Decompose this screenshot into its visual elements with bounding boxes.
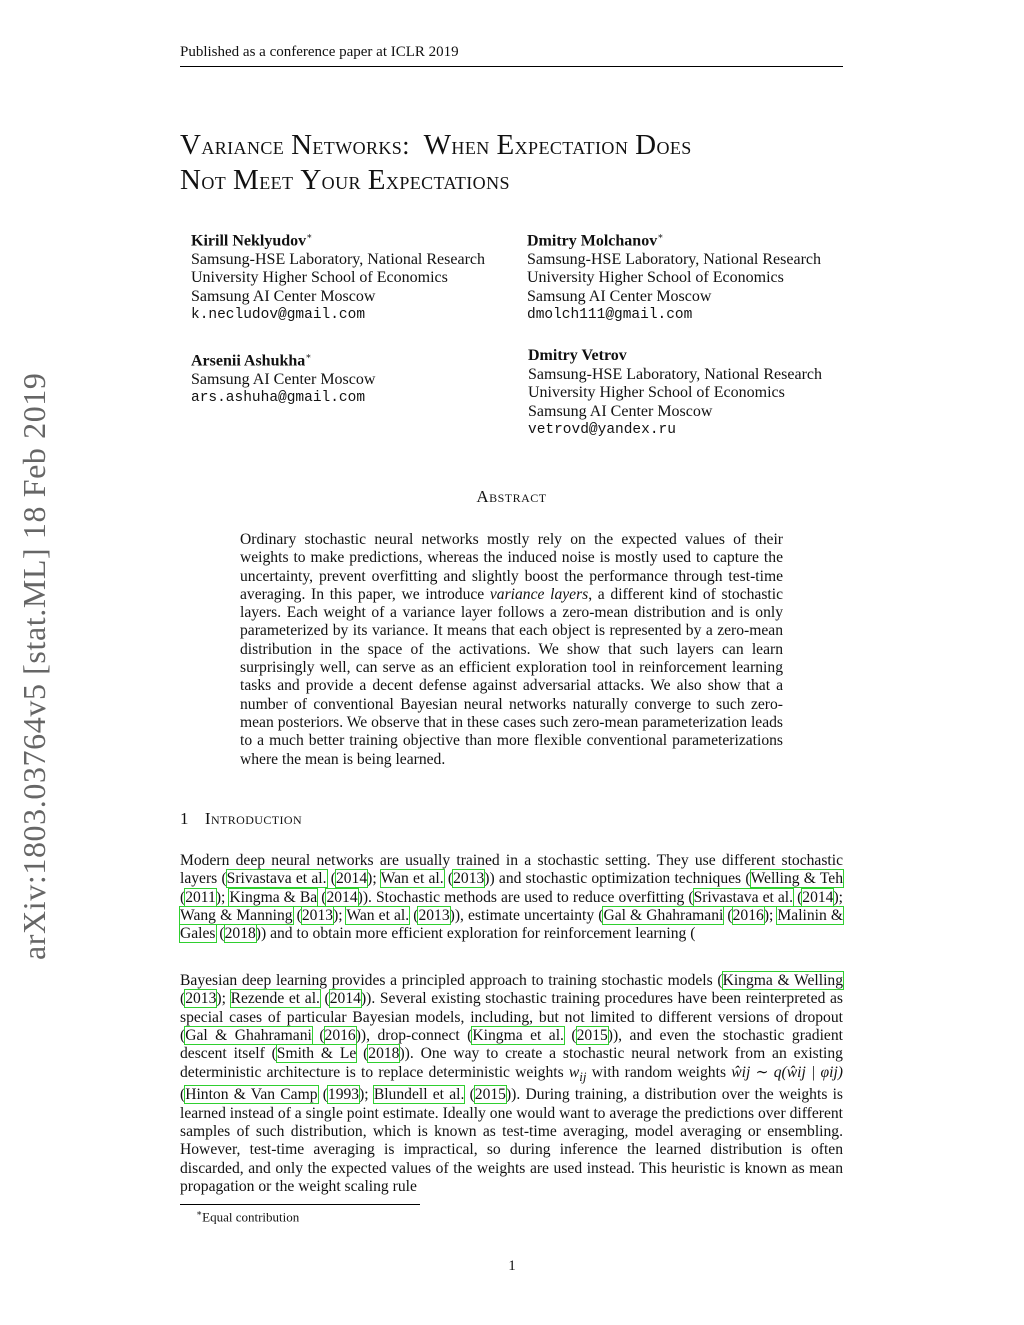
author-email[interactable]: k.necludov@gmail.com	[191, 307, 366, 324]
footnote: ∗Equal contribution	[196, 1208, 300, 1225]
citation-link[interactable]: Wan et al.	[346, 907, 410, 925]
citation-year-link[interactable]: 2018	[224, 925, 256, 943]
math-formula: ŵij ∼ q(ŵij | φij)	[731, 1063, 843, 1081]
author-name: Dmitry Vetrov	[528, 347, 627, 364]
abstract-body: Ordinary stochastic neural networks mostly rely on the expected values of their weights to make predictions, whereas the induced noise is mostly used to capture the uncertainty, prevent overfitting and slightly boost the performance through test-time averaging. In this paper, we introduce variance layers, a different kind of stochastic layers. Each weight of a variance layer follows a zero-mean distribution and is only parameterized by its variance. It means that each object is represented by a zero-mean distribution in the space of the activations. We show that such layers can learn surprisingly well, can serve as an efficient exploration tool in reinforcement learning tasks and provide a decent defense against adversarial attacks. We also show that a number of conventional Bayesian neural networks naturally converge to such zero-mean posteriors. We observe that in these cases such zero-mean parameterization leads to a much better training objective than more flexible conventional parameterizations where the mean is being learned.	[240, 531, 784, 768]
citation-year-link[interactable]: 1993	[327, 1086, 360, 1104]
citation-link[interactable]: Malinin & Gales	[180, 907, 844, 943]
intro-paragraph-2: Bayesian deep learning provides a principled approach to training stochastic models (Kingma & Welling (2013); Rezende et al. (2014)). Several existing stochastic training procedures have been reinterpreted as special cases of particular Bayesian models, including, but not limited to different versions of dropout (Gal & Ghahramani (2016)), drop-connect (Kingma et al. (2015)), and even the stochastic gradient descent itself (Smith & Le (2018)). One way to create a stochastic neural network from an existing deterministic architecture is to replace deterministic weights $w_{ij}$ with random weights ŵij ∼ q(ŵij | φij) (Hinton & Van Camp (1993); Blundell et al. (2015)). During training, a distribution over the weights is learned instead of a single point estimate. Ideally one would want to average the predictions over different samples of such distribution, which is known as test-time averaging, model averaging or ensembling. However, test-time averaging is impractical, so during inference the learned distribution is often discarded, and only the expected values of the weights are used instead. This heuristic is known as mean propagation or the weight scaling rule	[180, 972, 843, 1195]
citation-link[interactable]: Gal & Ghahramani	[185, 1027, 312, 1045]
title-line-2: Not Meet Your Expectations	[180, 164, 510, 196]
intro-paragraph-1: Modern deep neural networks are usually trained in a stochastic setting. They use different stochastic layers (Srivastava et al. (2014); Wan et al. (2013)) and stochastic optimization techniques (Welling & Teh (2011); Kingma & Ba (2014)). Stochastic methods are used to reduce overfitting (Srivastava et al. (2014); Wang & Manning (2013); Wan et al. (2013)), estimate uncertainty (Gal & Ghahramani (2016); Malinin & Gales (2018)) and to obtain more efficient exploration for reinforcement learning (	[180, 852, 844, 943]
citation-link[interactable]: Kingma et al.	[472, 1027, 564, 1045]
citation-year-link[interactable]: 2016	[732, 907, 764, 925]
running-header: Published as a conference paper at ICLR 2019	[180, 44, 843, 67]
author-name: Dmitry Molchanov	[527, 232, 658, 250]
citation-link[interactable]: Kingma & Welling	[722, 972, 843, 989]
citation-year-link[interactable]: 2018	[368, 1045, 400, 1063]
author-email[interactable]: dmolch111@gmail.com	[527, 307, 693, 324]
abstract-heading: Abstract	[476, 487, 547, 506]
citation-year-link[interactable]: 2016	[324, 1027, 356, 1045]
citation-year-link[interactable]: 2014	[326, 888, 358, 906]
citation-link[interactable]: Wang & Manning	[180, 907, 293, 925]
citation-year-link[interactable]: 2013	[453, 870, 485, 888]
citation-link[interactable]: Kingma & Ba	[229, 888, 318, 906]
citation-link[interactable]: Wan et al.	[380, 870, 444, 888]
citation-year-link[interactable]: 2015	[474, 1086, 506, 1104]
page-number: 1	[508, 1258, 516, 1274]
citation-link[interactable]: Hinton & Van Camp	[185, 1086, 318, 1104]
citation-link[interactable]: Welling & Teh	[750, 870, 844, 888]
author-name: Kirill Neklyudov	[191, 232, 307, 250]
citation-year-link[interactable]: 2013	[418, 907, 450, 925]
citation-year-link[interactable]: 2013	[185, 990, 217, 1008]
citation-link[interactable]: Gal & Ghahramani	[603, 907, 724, 925]
citation-year-link[interactable]: 2014	[329, 990, 361, 1008]
arxiv-sidebar-stamp: arXiv:1803.03764v5 [stat.ML] 18 Feb 2019	[16, 372, 52, 960]
citation-link[interactable]: Blundell et al.	[373, 1086, 465, 1104]
citation-year-link[interactable]: 2014	[335, 870, 368, 888]
author-email[interactable]: ars.ashuha@gmail.com	[191, 390, 366, 407]
paper-title	[180, 128, 860, 198]
citation-year-link[interactable]: 2011	[185, 888, 216, 906]
author-block-1: Kirill Neklyudov∗ Samsung-HSE Laboratory, National Research University Higher School of Economics Samsung AI Center Moscow k.necludov@gmail.com	[191, 231, 485, 324]
author-email[interactable]: vetrovd@yandex.ru	[528, 422, 676, 438]
citation-year-link[interactable]: 2015	[576, 1027, 608, 1045]
author-block-2: Dmitry Molchanov∗ Samsung-HSE Laboratory, National Research University Higher School of Economics Samsung AI Center Moscow dmolch111@gmail.com	[527, 231, 821, 324]
section-heading-introduction: 1 Introduction	[180, 809, 303, 828]
citation-link[interactable]: Smith & Le	[276, 1045, 357, 1063]
title-line-1: Variance Networks: When Expectation Does	[180, 129, 692, 161]
citation-year-link[interactable]: 2013	[301, 907, 334, 925]
author-block-3: Arsenii Ashukha∗ Samsung AI Center Moscow ars.ashuha@gmail.com	[191, 351, 376, 407]
citation-link[interactable]: Srivastava et al.	[226, 870, 327, 888]
citation-link[interactable]: Rezende et al.	[230, 990, 320, 1008]
footnote-rule	[180, 1204, 420, 1205]
author-block-4: Dmitry Vetrov Samsung-HSE Laboratory, National Research University Higher School of Economics Samsung AI Center Moscow vetrovd@yandex.ru	[528, 347, 822, 438]
author-name: Arsenii Ashukha	[191, 352, 306, 370]
citation-link[interactable]: Srivastava et al.	[693, 888, 794, 906]
math-weight: w	[568, 1063, 580, 1081]
citation-year-link[interactable]: 2014	[802, 888, 834, 906]
